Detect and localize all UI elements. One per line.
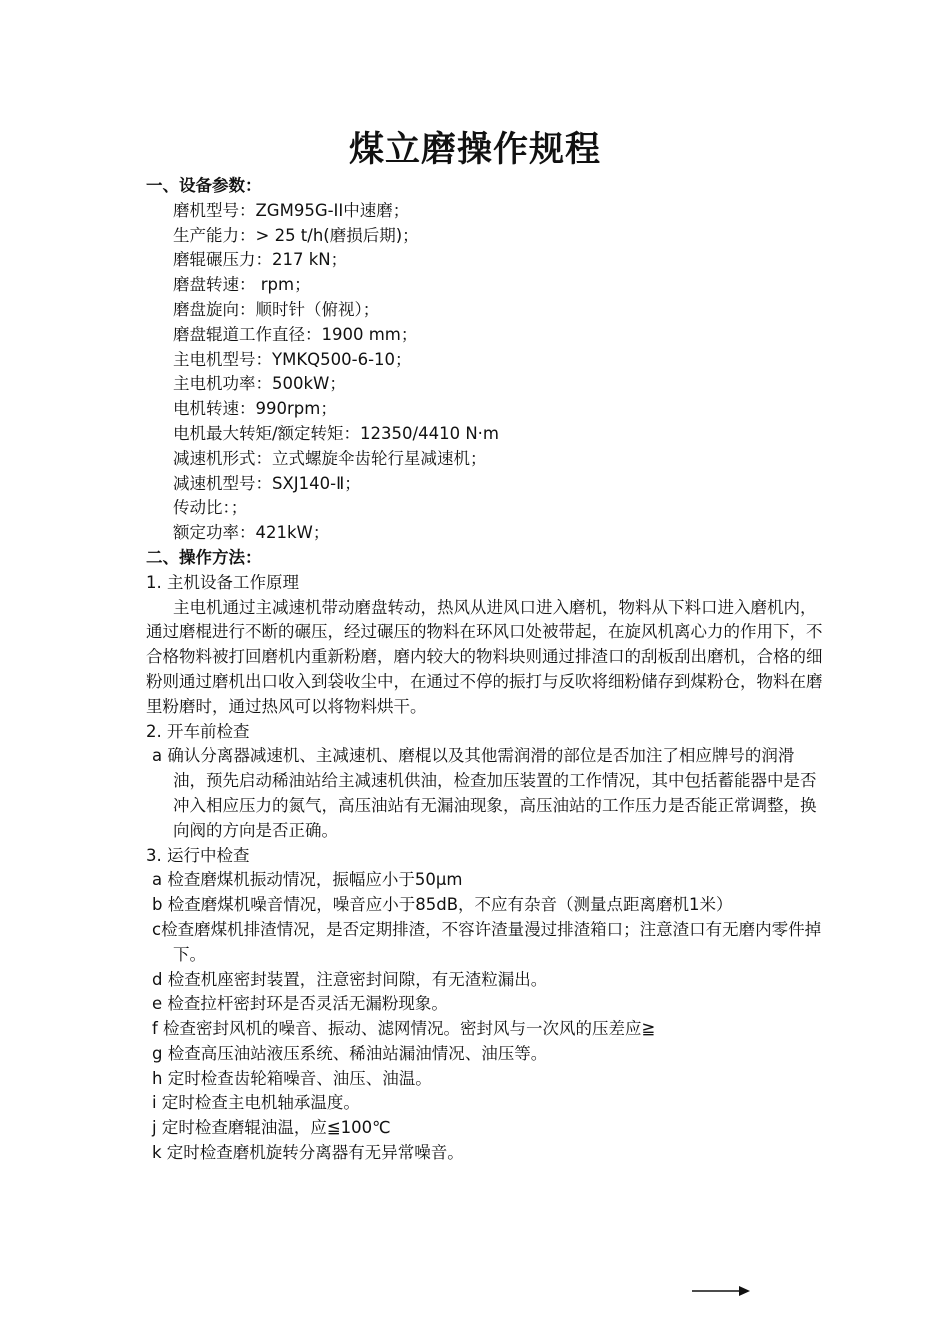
check-item: e 检查拉杆密封环是否灵活无漏粉现象。 bbox=[152, 994, 448, 1014]
param-line: 主电机功率：500kW； bbox=[173, 374, 346, 394]
section-heading-operation-methods: 二、操作方法： bbox=[146, 547, 262, 567]
check-item: a 确认分离器减速机、主减速机、磨棍以及其他需润滑的部位是否加注了相应牌号的润滑油，预先启动稀油站给主减速机供油，检查加压装置的工作情况，其中包括蓄能器中是否冲入相应压力的氮气，高压油站有无漏油现象，高压油站的工作压力是否能正常调整，换向阀的方向是否正确。 bbox=[152, 746, 817, 840]
document-body bbox=[146, 174, 826, 1166]
check-item: c检查磨煤机排渣情况，是否定期排渣，不容许渣量漫过排渣箱口；注意渣口有无磨内零件掉下。 bbox=[152, 919, 822, 964]
check-item: k 定时检查磨机旋转分离器有无异常噪音。 bbox=[152, 1143, 464, 1163]
param-line: 磨机型号：ZGM95G-II中速磨； bbox=[173, 200, 410, 220]
param-line: 主电机型号：YMKQ500-6-10； bbox=[173, 349, 412, 369]
section-heading-equipment-params: 一、设备参数： bbox=[146, 176, 262, 195]
param-line: 减速机型号：SXJ140-Ⅱ； bbox=[173, 473, 361, 493]
check-item: a 检查磨煤机振动情况，振幅应小于50μm bbox=[152, 870, 463, 890]
subsection-title-working-principle: 1. 主机设备工作原理 bbox=[146, 572, 299, 592]
check-item: h 定时检查齿轮箱噪音、油压、油温。 bbox=[152, 1068, 432, 1088]
param-line: 磨辊碾压力：217 kN； bbox=[173, 250, 348, 270]
param-line: 磨盘辊道工作直径：1900 mm； bbox=[173, 324, 418, 344]
param-line: 电机最大转矩/额定转矩：12350/4410 N·m bbox=[173, 423, 500, 443]
check-item: j 定时检查磨辊油温，应≦100℃ bbox=[152, 1118, 391, 1138]
document-title: 煤立磨操作规程 bbox=[348, 129, 601, 170]
param-line: 磨盘旋向：顺时针（俯视）； bbox=[173, 299, 380, 319]
equipment-params-list bbox=[146, 199, 826, 546]
working-principle-paragraph: 主电机通过主减速机带动磨盘转动，热风从进风口进入磨机，物料从下料口进入磨机内，通过磨棍进行不断的碾压，经过碾压的物料在环风口处被带起，在旋风机离心力的作用下，不合格物料被打回磨机内重新粉磨，磨内较大的物料块则通过排渣口的刮板刮出磨机，合格的细粉则通过磨机出口收入到袋收尘中，在通过不停的振打与反吹将细粉储存到煤粉仓，物料在磨里粉磨时，通过热风可以将物料烘干。 bbox=[146, 597, 823, 716]
param-line: 电机转速：990rpm； bbox=[173, 399, 337, 419]
right-arrow-icon bbox=[692, 1284, 750, 1298]
param-line: 磨盘转速： rpm； bbox=[173, 275, 311, 295]
check-item: g 检查高压油站液压系统、稀油站漏油情况、油压等。 bbox=[152, 1043, 548, 1063]
param-line: 减速机形式：立式螺旋伞齿轮行星减速机； bbox=[173, 448, 487, 468]
check-item: d 检查机座密封装置，注意密封间隙，有无渣粒漏出。 bbox=[152, 969, 548, 989]
subsection-title-running-check: 3. 运行中检查 bbox=[146, 845, 250, 865]
subsection-title-pre-start-check: 2. 开车前检查 bbox=[146, 721, 250, 741]
param-line: 额定功率：421kW； bbox=[173, 523, 330, 543]
check-item: b 检查磨煤机噪音情况，噪音应小于85dB，不应有杂音（测量点距离磨机1米） bbox=[152, 895, 733, 915]
param-line: 生产能力：> 25 t/h(磨损后期)； bbox=[173, 225, 419, 245]
param-line: 传动比：； bbox=[173, 498, 248, 518]
check-item: i 定时检查主电机轴承温度。 bbox=[152, 1093, 360, 1113]
check-item: f 检查密封风机的噪音、振动、滤网情况。密封风与一次风的压差应≧ bbox=[152, 1019, 656, 1039]
